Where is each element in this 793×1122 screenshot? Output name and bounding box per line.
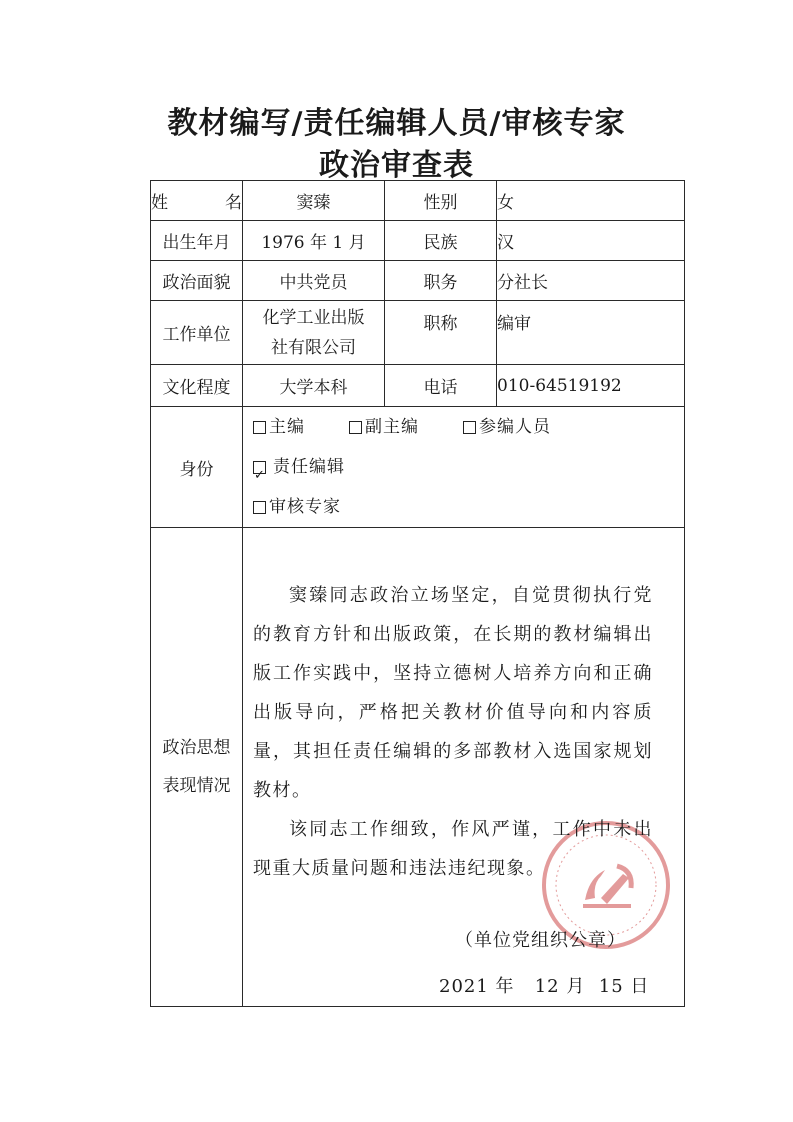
option-deputy-editor-label: 副主编 (365, 417, 419, 437)
label-work-unit: 工作单位 (151, 301, 243, 365)
form-title-line2: 政治审查表 (319, 148, 474, 183)
option-reviewer[interactable] (253, 487, 341, 527)
label-name-char1: 姓 (151, 193, 168, 213)
work-unit-line1: 化学工业出版 (262, 307, 365, 328)
form-title-line1: 教材编写/责任编辑人员/审核专家 (167, 106, 626, 141)
row-identity (151, 407, 685, 528)
identity-options (243, 407, 685, 528)
seal-signature-note: （单位党组织公章） (455, 930, 626, 951)
option-responsible-editor-label: 责任编辑 (273, 457, 345, 477)
review-form-table (150, 180, 685, 1007)
row-name (151, 181, 685, 221)
opinion-paragraph-2: 该同志工作细致，作风严谨，工作中未出现重大质量问题和违法违纪现象。 (253, 819, 653, 879)
row-education (151, 365, 685, 407)
opinion-paragraph-1: 窦臻同志政治立场坚定，自觉贯彻执行党的教育方针和出版政策，在长期的教材编辑出版工作实践中，坚持立德树人培养方向和正确出版导向，严格把关教材价值导向和内容质量，其担任责任编辑的多部教材入选国家规划教材。 (253, 585, 653, 801)
label-position: 职务 (385, 261, 497, 301)
value-work-unit (243, 301, 385, 365)
signature-date: 2021 年 12 月 15 日 (439, 976, 650, 997)
option-contributor-label: 参编人员 (479, 417, 551, 437)
checkbox-reviewer[interactable] (253, 501, 266, 514)
identity-line2 (253, 447, 684, 487)
value-name: 窦臻 (243, 181, 385, 221)
value-political-status: 中共党员 (243, 261, 385, 301)
row-birth (151, 221, 685, 261)
row-political-thought (151, 528, 685, 1007)
value-gender: 女 (497, 181, 685, 221)
label-thought-line1: 政治思想 (162, 738, 231, 758)
option-deputy-editor[interactable] (349, 407, 419, 447)
value-education: 大学本科 (243, 365, 385, 407)
row-political (151, 261, 685, 301)
option-chief-editor-label: 主编 (269, 417, 305, 437)
label-name-char2: 名 (225, 193, 242, 213)
option-reviewer-label: 审核专家 (269, 497, 341, 517)
work-unit-line2: 社有限公司 (271, 337, 356, 358)
label-political-status: 政治面貌 (151, 261, 243, 301)
value-title: 编审 (497, 301, 685, 365)
label-identity: 身份 (151, 407, 243, 528)
value-birth: 1976 年 1 月 (243, 221, 385, 261)
label-phone: 电话 (385, 365, 497, 407)
value-position: 分社长 (497, 261, 685, 301)
option-responsible-editor[interactable] (253, 447, 345, 487)
checkbox-responsible-editor[interactable] (253, 461, 266, 474)
value-ethnicity: 汉 (497, 221, 685, 261)
value-phone: 010-64519192 (497, 365, 685, 407)
identity-line3 (253, 487, 684, 527)
option-contributor[interactable] (463, 407, 551, 447)
label-thought-line2: 表现情况 (162, 776, 231, 796)
label-name (151, 181, 243, 221)
checkbox-contributor[interactable] (463, 421, 476, 434)
label-title: 职称 (385, 301, 497, 365)
checkbox-chief-editor[interactable] (253, 421, 266, 434)
identity-line1 (253, 407, 684, 447)
label-gender: 性别 (385, 181, 497, 221)
row-work-unit (151, 301, 685, 365)
opinion-cell (243, 528, 685, 1007)
label-political-thought (151, 528, 243, 1007)
label-birth: 出生年月 (151, 221, 243, 261)
option-chief-editor[interactable] (253, 407, 305, 447)
checkbox-deputy-editor[interactable] (349, 421, 362, 434)
label-ethnicity: 民族 (385, 221, 497, 261)
label-education: 文化程度 (151, 365, 243, 407)
